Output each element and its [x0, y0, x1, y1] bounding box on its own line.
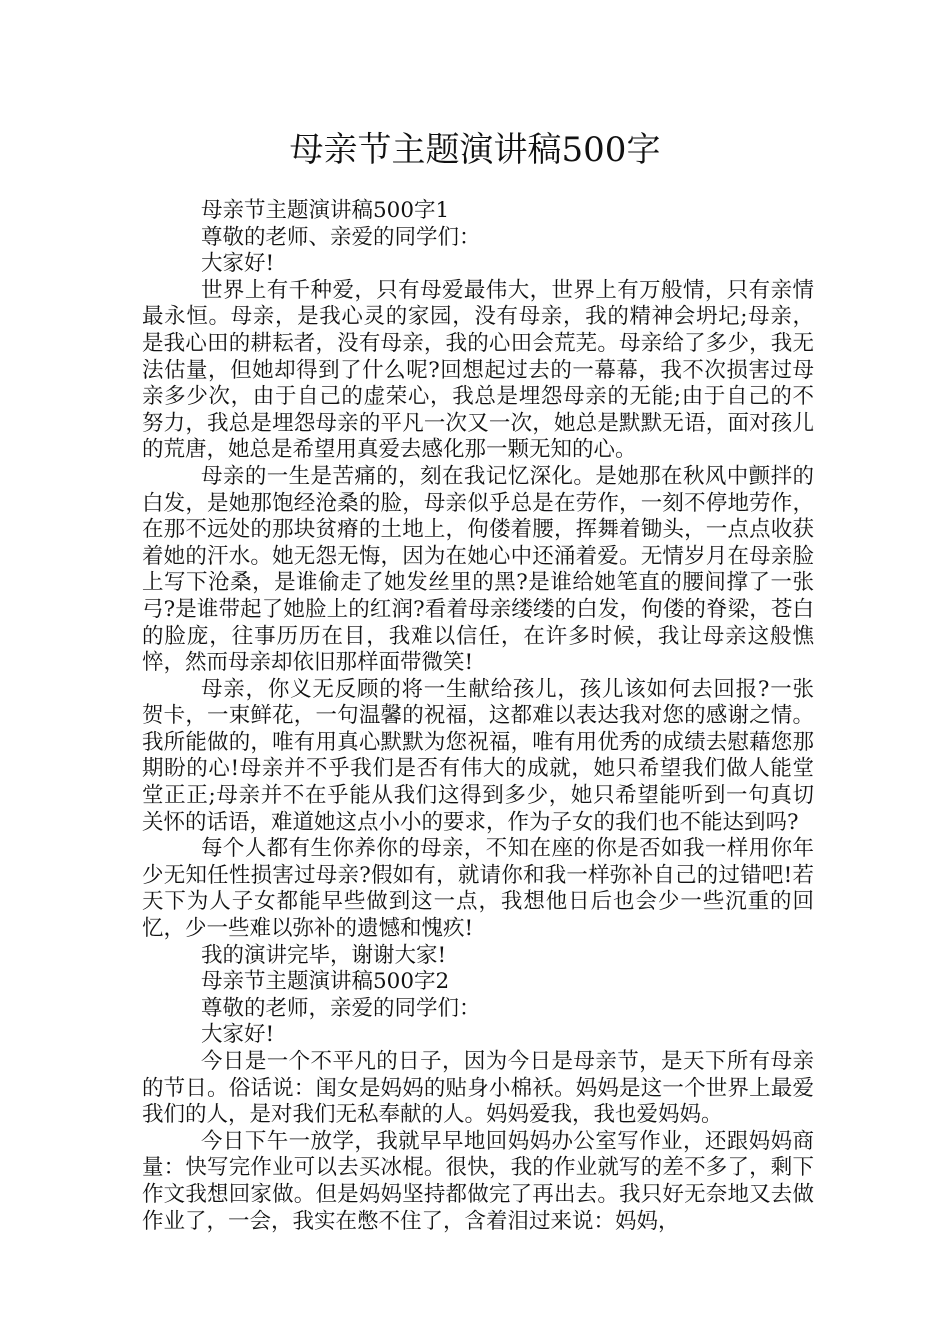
salutation: 尊敬的老师，亲爱的同学们： — [201, 995, 481, 1021]
salutation: 尊敬的老师、亲爱的同学们： — [201, 224, 481, 250]
document-body — [142, 198, 814, 1235]
closing-line: 我的演讲完毕，谢谢大家! — [201, 942, 447, 968]
paragraph: 每个人都有生你养你的母亲，不知在座的你是否如我一样用你年少无知任性损害过母亲?假如有，就请你和我一样弥补自己的过错吧!若天下为人子女都能早些做到这一点，我想他日后也会少一些沉重的回忆，少一些难以弥补的遗憾和愧疚! — [142, 836, 814, 942]
section-heading-2: 母亲节主题演讲稿500字2 — [201, 969, 450, 995]
section-heading-1: 母亲节主题演讲稿500字1 — [201, 198, 450, 223]
paragraph: 世界上有千种爱，只有母爱最伟大，世界上有万般情，只有亲情最永恒。母亲，是我心灵的家园，没有母亲，我的精神会坍圮;母亲，是我心田的耕耘者，没有母亲，我的心田会荒芜。母亲给了多少，我无法估量，但她却得到了什么呢?回想起过去的一幕幕，我不次损害过母亲多少次，由于自己的虚荣心，我总是埋怨母亲的无能;由于自己的不努力，我总是埋怨母亲的平凡一次又一次，她总是默默无语，面对孩儿的荒唐，她总是希望用真爱去感化那一颗无知的心。 — [142, 277, 814, 463]
document-title: 母亲节主题演讲稿500字 — [289, 130, 661, 170]
greeting: 大家好! — [201, 251, 275, 277]
paragraph: 今日下午一放学，我就早早地回妈妈办公室写作业，还跟妈妈商量：快写完作业可以去买冰棍。很快，我的作业就写的差不多了，剩下作文我想回家做。但是妈妈坚持都做完了再出去。我只好无奈地又去做作业了，一会，我实在憋不住了，含着泪过来说：妈妈， — [142, 1128, 814, 1234]
paragraph: 母亲的一生是苦痛的，刻在我记忆深化。是她那在秋风中颤拌的白发，是她那饱经沧桑的脸，母亲似乎总是在劳作，一刻不停地劳作，在那不远处的那块贫瘠的土地上，佝偻着腰，挥舞着锄头，一点点收获着她的汗水。她无怨无悔，因为在她心中还涌着爱。无情岁月在母亲脸上写下沧桑，是谁偷走了她发丝里的黑?是谁给她笔直的腰间撑了一张弓?是谁带起了她脸上的红润?看着母亲缕缕的白发，佝偻的脊梁，苍白的脸庞，往事历历在目，我难以信任，在许多时候，我让母亲这般憔悴，然而母亲却依旧那样面带微笑! — [142, 463, 814, 676]
greeting: 大家好! — [201, 1022, 275, 1048]
paragraph: 今日是一个不平凡的日子，因为今日是母亲节，是天下所有母亲的节日。俗话说：闺女是妈妈的贴身小棉袄。妈妈是这一个世界上最爱我们的人，是对我们无私奉献的人。妈妈爱我，我也爱妈妈。 — [142, 1049, 814, 1128]
paragraph: 母亲，你义无反顾的将一生献给孩儿，孩儿该如何去回报?一张贺卡，一束鲜花，一句温馨的祝福，这都难以表达我对您的感谢之情。我所能做的，唯有用真心默默为您祝福，唯有用优秀的成绩去慰藉您那期盼的心!母亲并不乎我们是否有伟大的成就，她只希望我们做人能堂堂正正;母亲并不在乎能从我们这得到多少，她只希望能听到一句真切关怀的话语，难道她这点小小的要求，作为子女的我们也不能达到吗? — [142, 676, 814, 835]
